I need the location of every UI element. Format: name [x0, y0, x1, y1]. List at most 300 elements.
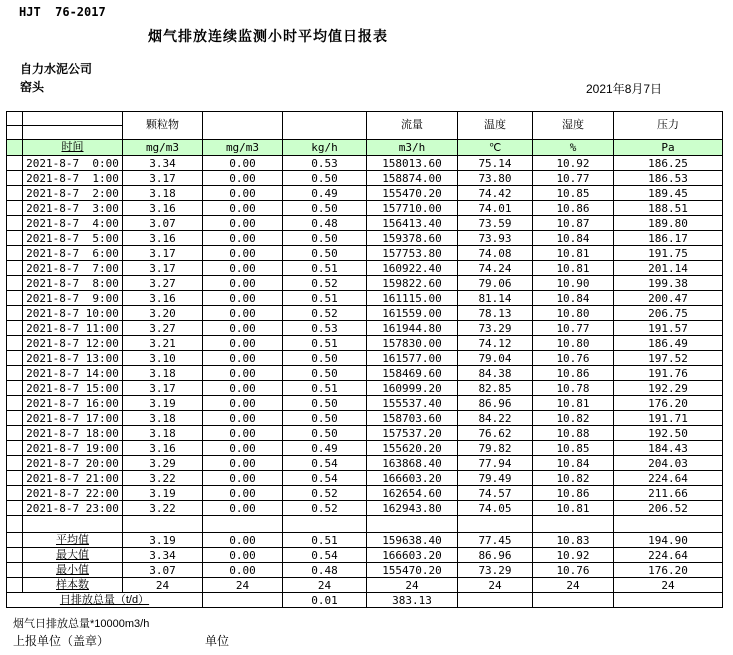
strip-cell: [7, 261, 23, 276]
value-cell: 10.84: [533, 231, 614, 246]
summary-value-cell: 86.96: [458, 548, 533, 563]
strip-cell: [7, 563, 23, 578]
time-cell: 2021-8-7 12:00: [23, 336, 123, 351]
summary-value-cell: 24: [367, 578, 458, 593]
time-cell: 2021-8-7 22:00: [23, 486, 123, 501]
time-header-blank: [23, 126, 123, 140]
value-cell: 0.00: [203, 411, 283, 426]
value-cell: 189.45: [614, 186, 723, 201]
empty-cell: [23, 516, 123, 533]
value-cell: 192.50: [614, 426, 723, 441]
strip-cell: [7, 456, 23, 471]
value-cell: 0.00: [203, 501, 283, 516]
time-cell: 2021-8-7 0:00: [23, 156, 123, 171]
value-cell: 10.82: [533, 471, 614, 486]
value-cell: 206.52: [614, 501, 723, 516]
value-cell: 0.00: [203, 471, 283, 486]
company-name: 自力水泥公司: [20, 62, 93, 76]
strip-cell: [7, 201, 23, 216]
value-cell: 0.50: [283, 201, 367, 216]
value-cell: 0.51: [283, 336, 367, 351]
column-header-blank-2: [283, 112, 367, 140]
value-cell: 206.75: [614, 306, 723, 321]
summary-value-cell: 0.54: [283, 548, 367, 563]
value-cell: 161559.00: [367, 306, 458, 321]
value-cell: 10.88: [533, 426, 614, 441]
value-cell: 159822.60: [367, 276, 458, 291]
value-cell: 10.84: [533, 456, 614, 471]
summary-value-cell: 10.92: [533, 548, 614, 563]
value-cell: 3.16: [123, 291, 203, 306]
value-cell: 0.51: [283, 261, 367, 276]
empty-cell: [123, 516, 203, 533]
value-cell: 3.34: [123, 156, 203, 171]
time-cell: 2021-8-7 9:00: [23, 291, 123, 306]
strip-cell: [7, 501, 23, 516]
empty-cell: [367, 516, 458, 533]
summary-value-cell: 194.90: [614, 533, 723, 548]
summary-value-cell: 155470.20: [367, 563, 458, 578]
time-cell: 2021-8-7 2:00: [23, 186, 123, 201]
time-cell: 2021-8-7 11:00: [23, 321, 123, 336]
value-cell: 10.81: [533, 501, 614, 516]
value-cell: 0.52: [283, 276, 367, 291]
hourly-row: [7, 486, 723, 501]
hourly-row: [7, 456, 723, 471]
value-cell: 191.71: [614, 411, 723, 426]
column-header-dust: 颗粒物: [123, 112, 203, 140]
monitor-point-name: 窑头: [20, 80, 45, 94]
strip-cell: [7, 366, 23, 381]
summary-row: [7, 578, 723, 593]
group-header-row-1: [7, 112, 723, 126]
value-cell: 0.00: [203, 291, 283, 306]
value-cell: 186.49: [614, 336, 723, 351]
value-cell: 0.51: [283, 291, 367, 306]
summary-value-cell: 10.83: [533, 533, 614, 548]
value-cell: 0.00: [203, 366, 283, 381]
time-cell: 2021-8-7 3:00: [23, 201, 123, 216]
hourly-row: [7, 501, 723, 516]
flue-gas-total-note: 烟气日排放总量*10000m3/h: [13, 618, 150, 630]
summary-value-cell: 0.00: [203, 533, 283, 548]
column-header-flow: 流量: [367, 112, 458, 140]
value-cell: 10.84: [533, 291, 614, 306]
summary-rows: [7, 533, 723, 593]
value-cell: 211.66: [614, 486, 723, 501]
column-header-pressure: 压力: [614, 112, 723, 140]
value-cell: 0.50: [283, 351, 367, 366]
value-cell: 10.81: [533, 261, 614, 276]
value-cell: 188.51: [614, 201, 723, 216]
value-cell: 82.85: [458, 381, 533, 396]
unit-header-row: [7, 140, 723, 156]
time-cell: 2021-8-7 16:00: [23, 396, 123, 411]
empty-cell: [614, 593, 723, 608]
time-cell: 2021-8-7 4:00: [23, 216, 123, 231]
time-header-blank: [23, 112, 123, 126]
value-cell: 3.29: [123, 456, 203, 471]
value-cell: 74.12: [458, 336, 533, 351]
hourly-row: [7, 411, 723, 426]
strip-cell: [7, 336, 23, 351]
value-cell: 160922.40: [367, 261, 458, 276]
unit-label: 单位: [205, 634, 230, 648]
strip-cell: [7, 396, 23, 411]
value-cell: 189.80: [614, 216, 723, 231]
time-cell: 2021-8-7 21:00: [23, 471, 123, 486]
strip-cell: [7, 156, 23, 171]
value-cell: 76.62: [458, 426, 533, 441]
value-cell: 200.47: [614, 291, 723, 306]
value-cell: 158703.60: [367, 411, 458, 426]
value-cell: 0.49: [283, 186, 367, 201]
value-cell: 3.21: [123, 336, 203, 351]
value-cell: 3.27: [123, 276, 203, 291]
hourly-row: [7, 291, 723, 306]
time-cell: 2021-8-7 18:00: [23, 426, 123, 441]
value-cell: 197.52: [614, 351, 723, 366]
hourly-row: [7, 441, 723, 456]
summary-value-cell: 24: [533, 578, 614, 593]
value-cell: 191.57: [614, 321, 723, 336]
value-cell: 73.93: [458, 231, 533, 246]
summary-label-cell: 最大值: [23, 548, 123, 563]
hourly-row: [7, 186, 723, 201]
hourly-rows: [7, 156, 723, 516]
value-cell: 3.18: [123, 186, 203, 201]
summary-value-cell: 3.19: [123, 533, 203, 548]
empty-cell: [203, 516, 283, 533]
summary-row: [7, 563, 723, 578]
time-cell: 2021-8-7 14:00: [23, 366, 123, 381]
strip-cell: [7, 578, 23, 593]
value-cell: 161944.80: [367, 321, 458, 336]
report-table: [6, 111, 723, 608]
value-cell: 74.24: [458, 261, 533, 276]
value-cell: 74.01: [458, 201, 533, 216]
value-cell: 10.77: [533, 321, 614, 336]
summary-label-cell: 样本数: [23, 578, 123, 593]
unit-pa: Pa: [614, 140, 723, 156]
column-header-temperature: 温度: [458, 112, 533, 140]
strip-cell: [7, 171, 23, 186]
daily-total-row: [7, 593, 723, 608]
time-cell: 2021-8-7 7:00: [23, 261, 123, 276]
value-cell: 0.00: [203, 456, 283, 471]
value-cell: 157830.00: [367, 336, 458, 351]
value-cell: 3.16: [123, 231, 203, 246]
value-cell: 3.18: [123, 426, 203, 441]
hourly-row: [7, 261, 723, 276]
value-cell: 10.81: [533, 396, 614, 411]
summary-value-cell: 3.34: [123, 548, 203, 563]
summary-value-cell: 0.00: [203, 563, 283, 578]
hourly-row: [7, 156, 723, 171]
value-cell: 10.85: [533, 186, 614, 201]
summary-value-cell: 24: [458, 578, 533, 593]
value-cell: 3.19: [123, 396, 203, 411]
standard-number: HJT 76-2017: [19, 5, 106, 19]
value-cell: 156413.40: [367, 216, 458, 231]
time-header: 时间: [23, 140, 123, 156]
value-cell: 78.13: [458, 306, 533, 321]
value-cell: 0.50: [283, 366, 367, 381]
value-cell: 191.76: [614, 366, 723, 381]
summary-value-cell: 159638.40: [367, 533, 458, 548]
value-cell: 0.50: [283, 411, 367, 426]
time-cell: 2021-8-7 1:00: [23, 171, 123, 186]
value-cell: 0.00: [203, 381, 283, 396]
strip-cell: [7, 276, 23, 291]
value-cell: 81.14: [458, 291, 533, 306]
empty-cell: [283, 516, 367, 533]
value-cell: 10.86: [533, 201, 614, 216]
hourly-row: [7, 171, 723, 186]
value-cell: 74.57: [458, 486, 533, 501]
empty-cell: [614, 516, 723, 533]
value-cell: 0.00: [203, 276, 283, 291]
summary-row: [7, 533, 723, 548]
value-cell: 10.78: [533, 381, 614, 396]
summary-value-cell: 0.51: [283, 533, 367, 548]
strip-cell: [7, 426, 23, 441]
value-cell: 3.16: [123, 441, 203, 456]
value-cell: 3.17: [123, 261, 203, 276]
value-cell: 3.22: [123, 501, 203, 516]
reporting-unit-label: 上报单位（盖章）: [13, 634, 110, 648]
value-cell: 158874.00: [367, 171, 458, 186]
value-cell: 162943.80: [367, 501, 458, 516]
time-cell: 2021-8-7 6:00: [23, 246, 123, 261]
value-cell: 0.00: [203, 201, 283, 216]
summary-value-cell: 24: [123, 578, 203, 593]
hourly-row: [7, 201, 723, 216]
value-cell: 79.49: [458, 471, 533, 486]
value-cell: 0.00: [203, 216, 283, 231]
value-cell: 73.59: [458, 216, 533, 231]
hourly-row: [7, 351, 723, 366]
report-date: 2021年8月7日: [586, 82, 663, 96]
summary-value-cell: 0.48: [283, 563, 367, 578]
value-cell: 0.51: [283, 381, 367, 396]
strip-cell: [7, 486, 23, 501]
strip-cell: [7, 246, 23, 261]
daily-total-flow: 383.13: [367, 593, 458, 608]
value-cell: 0.00: [203, 321, 283, 336]
summary-label-cell: 最小值: [23, 563, 123, 578]
value-cell: 176.20: [614, 396, 723, 411]
value-cell: 3.27: [123, 321, 203, 336]
value-cell: 10.81: [533, 246, 614, 261]
empty-cell: [203, 593, 283, 608]
time-cell: 2021-8-7 19:00: [23, 441, 123, 456]
time-cell: 2021-8-7 23:00: [23, 501, 123, 516]
summary-value-cell: 77.45: [458, 533, 533, 548]
empty-cell: [7, 516, 23, 533]
value-cell: 158013.60: [367, 156, 458, 171]
spacer-row: [7, 516, 723, 533]
value-cell: 79.06: [458, 276, 533, 291]
value-cell: 10.80: [533, 306, 614, 321]
hourly-row: [7, 426, 723, 441]
value-cell: 10.92: [533, 156, 614, 171]
value-cell: 158469.60: [367, 366, 458, 381]
unit-mg-m3-2: mg/m3: [203, 140, 283, 156]
value-cell: 73.29: [458, 321, 533, 336]
summary-value-cell: 10.76: [533, 563, 614, 578]
summary-value-cell: 24: [614, 578, 723, 593]
strip-cell: [7, 548, 23, 563]
value-cell: 10.90: [533, 276, 614, 291]
value-cell: 186.25: [614, 156, 723, 171]
value-cell: 0.00: [203, 426, 283, 441]
strip-cell: [7, 231, 23, 246]
value-cell: 74.42: [458, 186, 533, 201]
summary-value-cell: 24: [283, 578, 367, 593]
value-cell: 201.14: [614, 261, 723, 276]
hourly-row: [7, 321, 723, 336]
value-cell: 10.82: [533, 411, 614, 426]
empty-cell: [458, 593, 533, 608]
value-cell: 0.54: [283, 471, 367, 486]
summary-value-cell: 166603.20: [367, 548, 458, 563]
strip-cell: [7, 351, 23, 366]
value-cell: 0.00: [203, 441, 283, 456]
strip-cell: [7, 140, 23, 156]
value-cell: 86.96: [458, 396, 533, 411]
column-header-blank-1: [203, 112, 283, 140]
strip-cell: [7, 306, 23, 321]
value-cell: 157753.80: [367, 246, 458, 261]
value-cell: 0.52: [283, 306, 367, 321]
strip-cell: [7, 186, 23, 201]
strip-cell: [7, 126, 23, 140]
value-cell: 0.53: [283, 321, 367, 336]
unit-kg-h: kg/h: [283, 140, 367, 156]
value-cell: 0.50: [283, 171, 367, 186]
value-cell: 186.53: [614, 171, 723, 186]
value-cell: 3.17: [123, 246, 203, 261]
value-cell: 0.00: [203, 231, 283, 246]
value-cell: 3.16: [123, 201, 203, 216]
value-cell: 0.52: [283, 486, 367, 501]
value-cell: 0.00: [203, 171, 283, 186]
value-cell: 3.17: [123, 171, 203, 186]
value-cell: 3.22: [123, 471, 203, 486]
summary-value-cell: 0.00: [203, 548, 283, 563]
hourly-row: [7, 396, 723, 411]
value-cell: 79.04: [458, 351, 533, 366]
total-section: [7, 593, 723, 608]
value-cell: 0.00: [203, 261, 283, 276]
value-cell: 3.18: [123, 411, 203, 426]
unit-m3-h: m3/h: [367, 140, 458, 156]
daily-total-label: 日排放总量（t/d）: [7, 593, 203, 608]
summary-section: [7, 516, 723, 533]
strip-cell: [7, 471, 23, 486]
hourly-row: [7, 336, 723, 351]
value-cell: 0.50: [283, 246, 367, 261]
value-cell: 163868.40: [367, 456, 458, 471]
hourly-row: [7, 306, 723, 321]
value-cell: 0.53: [283, 156, 367, 171]
value-cell: 155537.40: [367, 396, 458, 411]
time-cell: 2021-8-7 10:00: [23, 306, 123, 321]
time-cell: 2021-8-7 8:00: [23, 276, 123, 291]
value-cell: 160999.20: [367, 381, 458, 396]
value-cell: 10.85: [533, 441, 614, 456]
value-cell: 0.00: [203, 186, 283, 201]
value-cell: 3.17: [123, 381, 203, 396]
summary-value-cell: 73.29: [458, 563, 533, 578]
value-cell: 0.00: [203, 246, 283, 261]
value-cell: 166603.20: [367, 471, 458, 486]
value-cell: 0.48: [283, 216, 367, 231]
strip-cell: [7, 112, 23, 126]
value-cell: 10.77: [533, 171, 614, 186]
table-head: [7, 112, 723, 156]
value-cell: 161115.00: [367, 291, 458, 306]
hourly-row: [7, 246, 723, 261]
value-cell: 162654.60: [367, 486, 458, 501]
value-cell: 10.80: [533, 336, 614, 351]
time-cell: 2021-8-7 15:00: [23, 381, 123, 396]
unit-celsius: ℃: [458, 140, 533, 156]
strip-cell: [7, 381, 23, 396]
value-cell: 0.00: [203, 486, 283, 501]
value-cell: 10.86: [533, 486, 614, 501]
hourly-row: [7, 231, 723, 246]
value-cell: 161577.00: [367, 351, 458, 366]
value-cell: 157537.20: [367, 426, 458, 441]
value-cell: 0.50: [283, 396, 367, 411]
value-cell: 77.94: [458, 456, 533, 471]
empty-cell: [458, 516, 533, 533]
hourly-row: [7, 366, 723, 381]
value-cell: 0.49: [283, 441, 367, 456]
value-cell: 79.82: [458, 441, 533, 456]
value-cell: 0.50: [283, 426, 367, 441]
value-cell: 0.00: [203, 156, 283, 171]
time-cell: 2021-8-7 20:00: [23, 456, 123, 471]
hourly-row: [7, 276, 723, 291]
value-cell: 157710.00: [367, 201, 458, 216]
value-cell: 192.29: [614, 381, 723, 396]
value-cell: 84.22: [458, 411, 533, 426]
page-title: 烟气排放连续监测小时平均值日报表: [148, 28, 388, 44]
summary-label-cell: 平均值: [23, 533, 123, 548]
value-cell: 75.14: [458, 156, 533, 171]
value-cell: 0.00: [203, 336, 283, 351]
unit-percent: %: [533, 140, 614, 156]
value-cell: 84.38: [458, 366, 533, 381]
value-cell: 3.07: [123, 216, 203, 231]
summary-row: [7, 548, 723, 563]
value-cell: 3.20: [123, 306, 203, 321]
value-cell: 0.50: [283, 231, 367, 246]
daily-total-dust: 0.01: [283, 593, 367, 608]
hourly-row: [7, 381, 723, 396]
value-cell: 0.52: [283, 501, 367, 516]
value-cell: 204.03: [614, 456, 723, 471]
summary-value-cell: 24: [203, 578, 283, 593]
summary-value-cell: 176.20: [614, 563, 723, 578]
value-cell: 0.00: [203, 351, 283, 366]
value-cell: 73.80: [458, 171, 533, 186]
time-cell: 2021-8-7 5:00: [23, 231, 123, 246]
value-cell: 199.38: [614, 276, 723, 291]
